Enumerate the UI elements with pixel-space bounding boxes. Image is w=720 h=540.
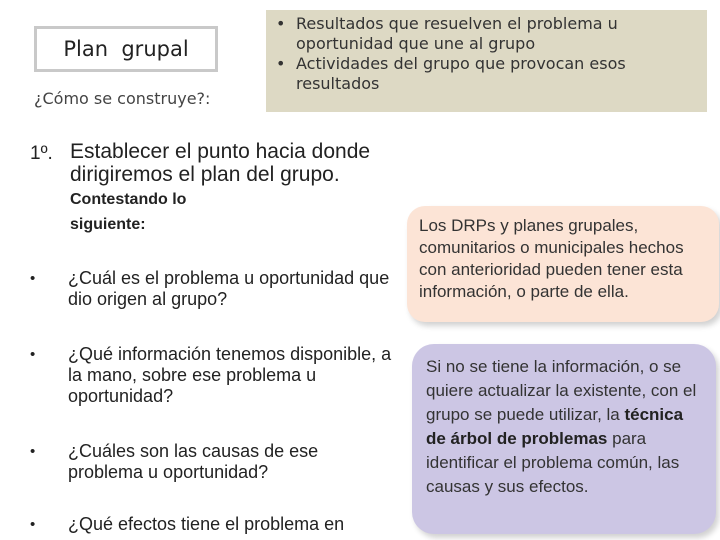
callout-text-bold: técnica de árbol de problemas [426, 405, 684, 448]
bullet-icon: • [276, 14, 286, 33]
info-item-text: Resultados que resuelven el problema u oportunidad que une al grupo [296, 14, 618, 53]
bullet-icon: • [30, 516, 36, 533]
step-text [70, 140, 400, 236]
callout-drps: Los DRPs y planes grupales, comunitarios o municipales hechos con anterioridad pueden tener esta información, o parte de ella. [407, 206, 719, 322]
step-heading-suffix-1: Contestando lo [70, 191, 187, 208]
step-number: 1º. [30, 143, 53, 164]
step-heading-suffix-2: siguiente: [70, 216, 146, 233]
info-item [276, 54, 699, 94]
step-heading-text: Establecer el punto hacia donde dirigiremos el plan del grupo. [70, 140, 371, 186]
question-text: ¿Cuáles son las causas de ese problema u oportunidad? [68, 441, 319, 482]
callout-problem-tree [412, 344, 716, 534]
info-item-text: Actividades del grupo que provocan esos resultados [296, 54, 626, 93]
callout-text-part1: Si no se tiene la información, o se quiere actualizar la existente, con el grupo se puede utilizar, la [426, 357, 697, 424]
title-box [34, 26, 218, 72]
slide-title: Plan grupal [63, 37, 189, 61]
bullet-icon: • [30, 346, 36, 363]
question-text: ¿Qué efectos tiene el problema en [68, 514, 345, 534]
slide-subtitle: ¿Cómo se construye?: [34, 89, 211, 108]
question-text: ¿Cuál es el problema u oportunidad que dio origen al grupo? [68, 268, 390, 309]
callout-text-part2: para identificar el problema común, las causas y sus efectos. [426, 429, 680, 496]
bullet-icon: • [30, 443, 36, 460]
info-item [276, 14, 699, 54]
bullet-icon: • [30, 270, 36, 287]
question-text: ¿Qué información tenemos disponible, a la mano, sobre ese problema u oportunidad? [68, 344, 392, 406]
info-box [266, 10, 707, 112]
bullet-icon: • [276, 54, 286, 73]
